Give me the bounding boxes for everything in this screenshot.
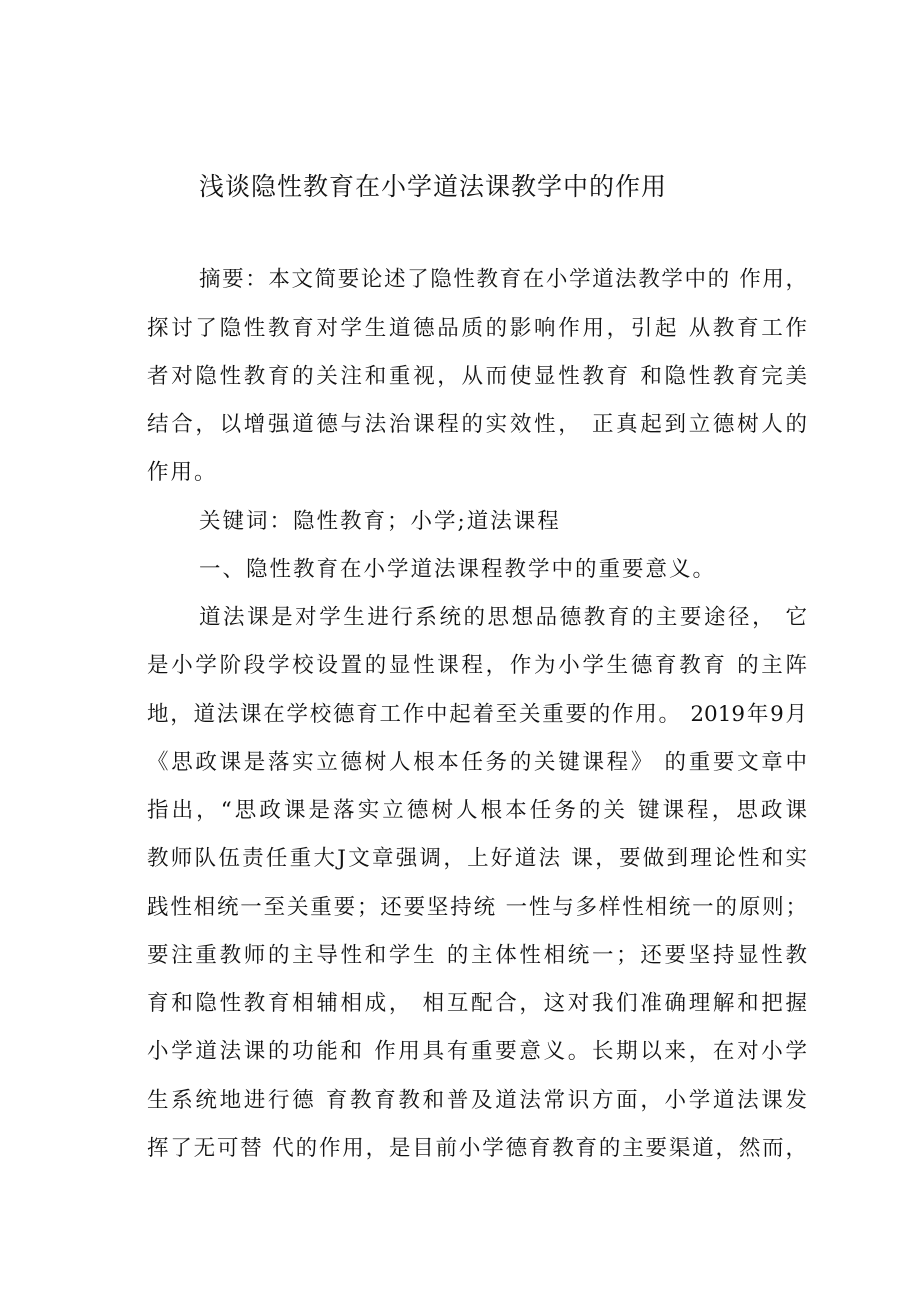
abstract-line-2: 探讨了隐性教育对学生道德品质的影响作用，引起 从教育工作 [147,316,807,341]
section-1-line-8: 要注重教师的主导性和学生 的主体性相统一；还要坚持显性教 [147,943,807,968]
section-1-line-11: 生系统地进行德 育教育教和普及道法常识方面，小学道法课发 [147,1088,807,1113]
section-1-line-12: 挥了无可替 代的作用，是目前小学德育教育的主要渠道，然而， [147,1136,807,1161]
section-1-line-5: 指出，“思政课是落实立德树人根本任务的关 键课程，思政课 [147,798,807,823]
section-1-heading: 一、隐性教育在小学道法课程教学中的重要意义。 [199,557,717,582]
document-title: 浅谈隐性教育在小学道法课教学中的作用 [199,172,668,201]
section-1-line-4: 《思政课是落实立德树人根本任务的关键课程》 的重要文章中 [147,750,807,775]
section-1-line-1: 道法课是对学生进行系统的思想品德教育的主要途径， 它 [199,605,807,630]
section-1-line-2: 是小学阶段学校设置的显性课程，作为小学生德育教育 的主阵 [147,653,807,678]
section-1-line-10: 小学道法课的功能和 作用具有重要意义。长期以来，在对小学 [147,1039,807,1064]
section-1-line-9: 育和隐性教育相辅相成， 相互配合，这对我们准确理解和把握 [147,991,807,1016]
abstract-line-4: 结合，以增强道德与法治课程的实效性， 正真起到立德树人的 [147,412,807,437]
section-1-line-3: 地，道法课在学校德育工作中起着至关重要的作用。 2019年9月 [147,702,807,727]
abstract-line-3: 者对隐性教育的关注和重视，从而使显性教育 和隐性教育完美 [147,364,807,389]
keywords-line: 关键词：隐性教育；小学;道法课程 [199,509,561,534]
abstract-line-1: 摘要：本文简要论述了隐性教育在小学道法教学中的 作用， [199,267,807,292]
section-1-line-7: 践性相统一至关重要；还要坚持统 一性与多样性相统一的原则； [147,895,807,920]
section-1-line-6: 教师队伍责任重大J文章强调，上好道法 课，要做到理论性和实 [147,846,807,871]
abstract-line-5: 作用。 [147,460,218,485]
